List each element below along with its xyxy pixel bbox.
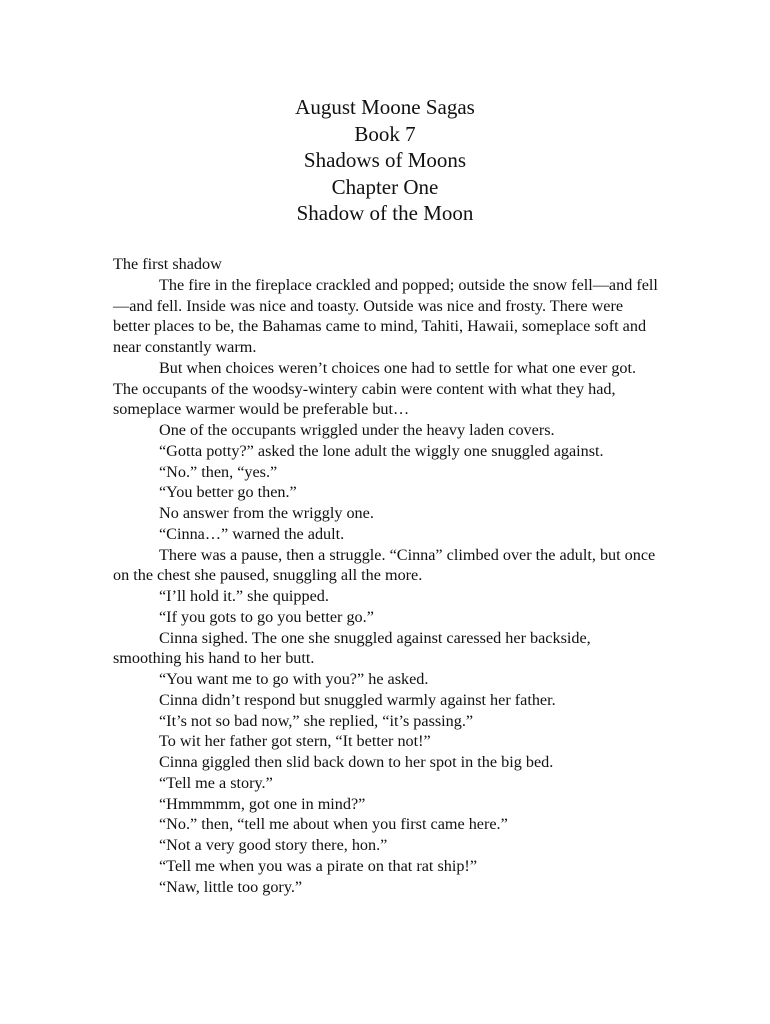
paragraph: “Tell me when you was a pirate on that rat ship!” — [159, 856, 478, 875]
paragraph: The fire in the fireplace crackled and popped; outside the snow fell—and fell—and fell. Inside was nice and toasty. Outside was nice and frosty. There were better places to be, the Bahamas came to mind, Tahiti, Hawaii, someplace soft and near constantly warm. — [113, 275, 658, 356]
paragraph: “I’ll hold it.” she quipped. — [159, 587, 329, 605]
paragraph: “Gotta potty?” asked the lone adult the wiggly one snuggled against. — [159, 441, 604, 460]
paragraph: To wit her father got stern, “It better not!” — [159, 732, 431, 751]
paragraph: “You want me to go with you?” he asked. — [159, 670, 429, 688]
paragraph: “You better go then.” — [159, 483, 297, 502]
paragraph: But when choices weren’t choices one had to settle for what one ever got. The occupants of the woodsy-wintery cabin were content with what they had, someplace warmer would be preferable but… — [113, 358, 637, 419]
paragraph: “Hmmmmm, got one in mind?” — [159, 794, 366, 813]
paragraph: “Not a very good story there, hon.” — [159, 836, 388, 854]
book-number: Book 7 — [354, 121, 416, 146]
paragraph: No answer from the wriggly one. — [159, 504, 374, 522]
body-text — [113, 254, 659, 897]
book-title: Shadows of Moons — [303, 148, 467, 172]
paragraph: Cinna sighed. The one she snuggled against caressed her backside, smoothing his hand to her butt. — [113, 628, 591, 668]
paragraph: “If you gots to go you better go.” — [159, 607, 374, 626]
paragraph: “It’s not so bad now,” she replied, “it’s passing.” — [159, 711, 474, 730]
paragraph: Cinna didn’t respond but snuggled warmly against her father. — [159, 690, 556, 709]
paragraph: One of the occupants wriggled under the heavy laden covers. — [159, 421, 555, 439]
section-heading: The first shadow — [113, 255, 222, 273]
paragraph: “Cinna…” warned the adult. — [159, 524, 345, 543]
chapter-title: Shadow of the Moon — [296, 201, 474, 225]
paragraph: Cinna giggled then slid back down to her spot in the big bed. — [159, 753, 554, 771]
paragraph: “Tell me a story.” — [159, 773, 273, 792]
series-title: August Moone Sagas — [295, 95, 475, 119]
paragraph: “No.” then, “yes.” — [159, 462, 278, 481]
paragraph: “No.” then, “tell me about when you first came here.” — [159, 815, 508, 834]
title-block — [0, 94, 770, 227]
paragraph: There was a pause, then a struggle. “Cinna” climbed over the adult, but once on the chest she paused, snuggling all the more. — [113, 545, 656, 585]
paragraph: “Naw, little too gory.” — [159, 877, 303, 896]
chapter-number: Chapter One — [331, 174, 439, 199]
